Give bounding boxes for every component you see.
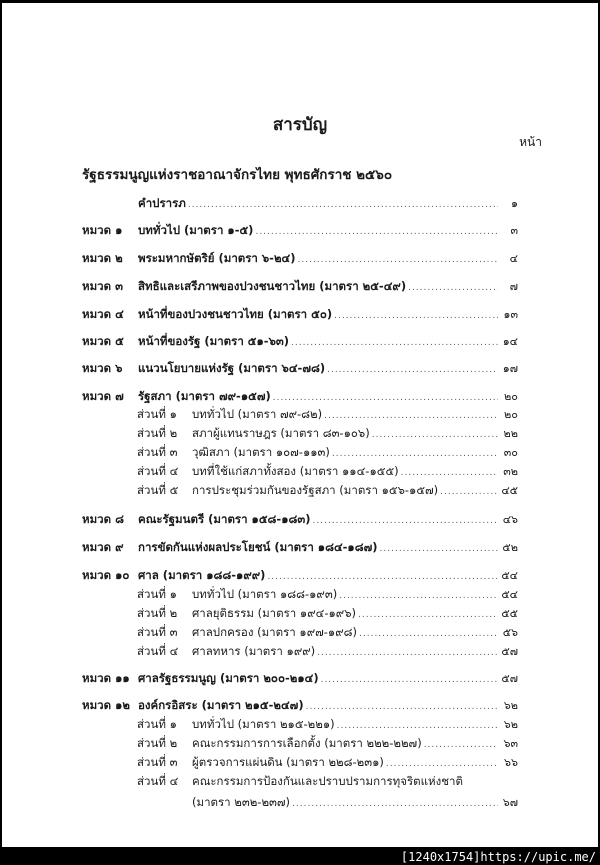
entry-title: ศาลยุติธรรม (มาตรา ๑๙๔-๑๙๖)	[192, 606, 356, 620]
toc-section-entry	[82, 624, 518, 640]
entry-label: ส่วนที่ ๔	[137, 644, 179, 658]
dot-leader	[359, 626, 498, 642]
dot-leader	[401, 465, 498, 481]
entry-label: หมวด ๑๐	[82, 568, 130, 582]
page-number: ๕๒	[502, 541, 518, 554]
page-number: ๖๒	[503, 699, 518, 712]
page-number: ๖๓	[503, 737, 518, 750]
entry-title: พระมหากษัตริย์ (มาตรา ๖-๒๔)	[138, 251, 296, 265]
document-page	[2, 3, 598, 847]
entry-title: บททั่วไป (มาตรา ๗๙-๘๒)	[192, 407, 323, 421]
entry-title: การขัดกันแห่งผลประโยชน์ (มาตรา ๑๘๔-๑๘๗)	[138, 540, 378, 554]
dot-leader	[334, 308, 498, 324]
dot-leader	[424, 737, 498, 753]
toc-section-entry	[82, 406, 518, 422]
page-number: ๔๕	[501, 484, 518, 497]
dot-leader	[317, 645, 498, 661]
entry-title: ศาลรัฐธรรมนูญ (มาตรา ๒๐๐-๒๑๔)	[138, 671, 319, 685]
entry-label: หมวด ๕	[82, 334, 124, 348]
entry-title: ศาลปกครอง (มาตรา ๑๙๗-๑๙๘)	[192, 625, 357, 639]
entry-title: คำปรารภ	[138, 196, 186, 210]
toc-section-entry	[82, 463, 518, 479]
dot-leader	[324, 408, 498, 424]
entry-label: ส่วนที่ ๕	[137, 483, 179, 497]
watermark-text: [1240x1754]https://upic.me/	[400, 850, 596, 864]
page-number: ๖๗	[502, 796, 518, 809]
entry-title: สิทธิและเสรีภาพของปวงชนชาวไทย (มาตรา ๒๕-๔๙)	[138, 279, 407, 293]
dot-leader	[408, 280, 498, 296]
entry-title: คณะรัฐมนตรี (มาตรา ๑๕๘-๑๘๓)	[138, 512, 311, 526]
page-number: ๗	[509, 280, 518, 293]
entry-title: (มาตรา ๒๓๒-๒๓๗)	[192, 795, 291, 809]
dot-leader	[255, 224, 498, 240]
dot-leader	[380, 541, 498, 557]
toc-title: สารบัญ	[272, 115, 328, 135]
page-number: ๔	[509, 252, 518, 265]
entry-label: ส่วนที่ ๒	[137, 736, 178, 750]
page-number: ๕๕	[501, 607, 518, 620]
toc-chapter-entry	[82, 697, 518, 713]
entry-title: รัฐสภา (มาตรา ๗๙-๑๕๗)	[138, 389, 271, 403]
dot-leader	[321, 672, 498, 688]
toc-section-entry	[82, 444, 518, 460]
dot-leader	[291, 335, 498, 351]
page-number: ๒๒	[503, 427, 518, 440]
entry-label: หมวด ๑๒	[82, 698, 130, 712]
entry-label: หมวด ๑๑	[82, 671, 130, 685]
entry-label: หมวด ๔	[82, 307, 124, 321]
entry-label: หมวด ๑	[82, 223, 123, 237]
page-number: ๑	[511, 197, 518, 210]
toc-section-entry	[82, 735, 518, 751]
page-number: ๑๗	[502, 362, 518, 375]
toc-section-entry	[82, 773, 518, 789]
entry-title: ศาลทหาร (มาตรา ๑๙๙)	[192, 644, 316, 658]
entry-title: บททั่วไป (มาตรา ๒๑๕-๒๒๑)	[192, 717, 335, 731]
toc-chapter-entry	[82, 333, 518, 349]
entry-label: ส่วนที่ ๓	[137, 625, 178, 639]
dot-leader	[337, 718, 498, 734]
dot-leader	[313, 513, 499, 529]
toc-section-entry	[82, 643, 518, 659]
page-number: ๑๔	[502, 335, 518, 348]
entry-title: วุฒิสภา (มาตรา ๑๐๗-๑๑๓)	[192, 445, 330, 459]
toc-chapter-entry	[82, 278, 518, 294]
toc-chapter-entry	[82, 670, 518, 686]
toc-section-entry	[82, 794, 518, 810]
entry-title: การประชุมร่วมกันของรัฐสภา (มาตรา ๑๕๖-๑๕๗)	[192, 483, 439, 497]
page-number: ๕๗	[501, 672, 518, 685]
dot-leader	[298, 252, 499, 268]
dot-leader	[386, 756, 498, 772]
entry-label: หมวด ๗	[82, 389, 124, 403]
page-number: ๕๔	[501, 569, 518, 582]
entry-title: องค์กรอิสระ (มาตรา ๒๑๕-๒๔๗)	[138, 698, 304, 712]
entry-title: สภาผู้แทนราษฎร (มาตรา ๘๓-๑๐๖)	[192, 426, 370, 440]
entry-title: ศาล (มาตรา ๑๘๘-๑๙๙)	[138, 568, 266, 582]
dot-leader	[306, 699, 498, 715]
toc-chapter-entry	[82, 388, 518, 404]
entry-label: ส่วนที่ ๑	[137, 717, 177, 731]
entry-label: หมวด ๓	[82, 279, 123, 293]
toc-section-entry	[82, 716, 518, 732]
page-number: ๖๒	[503, 718, 518, 731]
toc-chapter-entry	[82, 222, 518, 238]
toc-section-entry	[82, 605, 518, 621]
page-number: ๕๔	[501, 588, 518, 601]
dot-leader	[358, 607, 498, 623]
dot-leader	[292, 796, 498, 812]
toc-section-entry	[82, 425, 518, 441]
entry-label: ส่วนที่ ๔	[137, 464, 179, 478]
dot-leader	[267, 569, 498, 585]
entry-label: ส่วนที่ ๒	[137, 606, 178, 620]
toc-chapter-entry	[82, 511, 518, 527]
toc-chapter-entry	[82, 306, 518, 322]
entry-label: ส่วนที่ ๓	[137, 755, 178, 769]
toc-section-entry	[82, 754, 518, 770]
entry-title: คณะกรรมการการเลือกตั้ง (มาตรา ๒๒๒-๒๒๗)	[192, 736, 422, 750]
entry-label: หมวด ๘	[82, 512, 124, 526]
document-heading: รัฐธรรมนูญแห่งราชอาณาจักรไทย พุทธศักราช ๒๕๖๐	[82, 167, 393, 183]
toc-chapter-entry	[82, 250, 518, 266]
page-number: ๖๖	[504, 756, 518, 769]
entry-label: หมวด ๒	[82, 251, 123, 265]
page-number: ๓๐	[503, 446, 518, 459]
entry-title: ผู้ตรวจการแผ่นดิน (มาตรา ๒๒๘-๒๓๑)	[192, 755, 384, 769]
entry-title: บทที่ใช้แก่สภาทั้งสอง (มาตรา ๑๑๔-๑๕๕)	[192, 464, 399, 478]
entry-title: แนวนโยบายแห่งรัฐ (มาตรา ๖๔-๗๘)	[138, 361, 326, 375]
dot-leader	[188, 197, 498, 213]
page-number: ๓	[510, 224, 518, 237]
dot-leader	[332, 446, 498, 462]
entry-label: หมวด ๖	[82, 361, 123, 375]
entry-title: บททั่วไป (มาตรา ๑-๕)	[138, 223, 254, 237]
dot-leader	[327, 362, 498, 378]
toc-section-entry	[82, 586, 518, 602]
page-number: ๕๗	[501, 645, 518, 658]
page-number: ๒๐	[504, 390, 518, 403]
entry-label: ส่วนที่ ๔	[137, 774, 179, 788]
entry-label: ส่วนที่ ๑	[137, 587, 177, 601]
page-number: ๑๓	[503, 308, 518, 321]
page-number: ๒๐	[504, 408, 518, 421]
page-number: ๔๖	[502, 513, 518, 526]
entry-title: บททั่วไป (มาตรา ๑๘๘-๑๙๓)	[192, 587, 338, 601]
toc-chapter-entry	[82, 567, 518, 583]
dot-leader	[372, 427, 498, 443]
entry-label: ส่วนที่ ๑	[137, 407, 177, 421]
page-column-label: หน้า	[519, 135, 542, 149]
entry-title: คณะกรรมการป้องกันและปราบปรามการทุจริตแห่งชาติ	[192, 774, 463, 788]
page-number: ๕๖	[502, 626, 518, 639]
toc-section-entry	[82, 482, 518, 498]
dot-leader	[273, 390, 498, 406]
entry-label: ส่วนที่ ๓	[137, 445, 178, 459]
toc-chapter-entry	[82, 539, 518, 555]
dot-leader	[440, 484, 498, 500]
entry-label: ส่วนที่ ๒	[137, 426, 178, 440]
entry-title: หน้าที่ของรัฐ (มาตรา ๕๑-๖๓)	[138, 334, 289, 348]
entry-label: หมวด ๙	[82, 540, 124, 554]
dot-leader	[339, 588, 498, 604]
toc-chapter-entry	[82, 195, 518, 211]
page-number: ๓๒	[503, 465, 518, 478]
entry-title: หน้าที่ของปวงชนชาวไทย (มาตรา ๕๐)	[138, 307, 333, 321]
toc-chapter-entry	[82, 360, 518, 376]
